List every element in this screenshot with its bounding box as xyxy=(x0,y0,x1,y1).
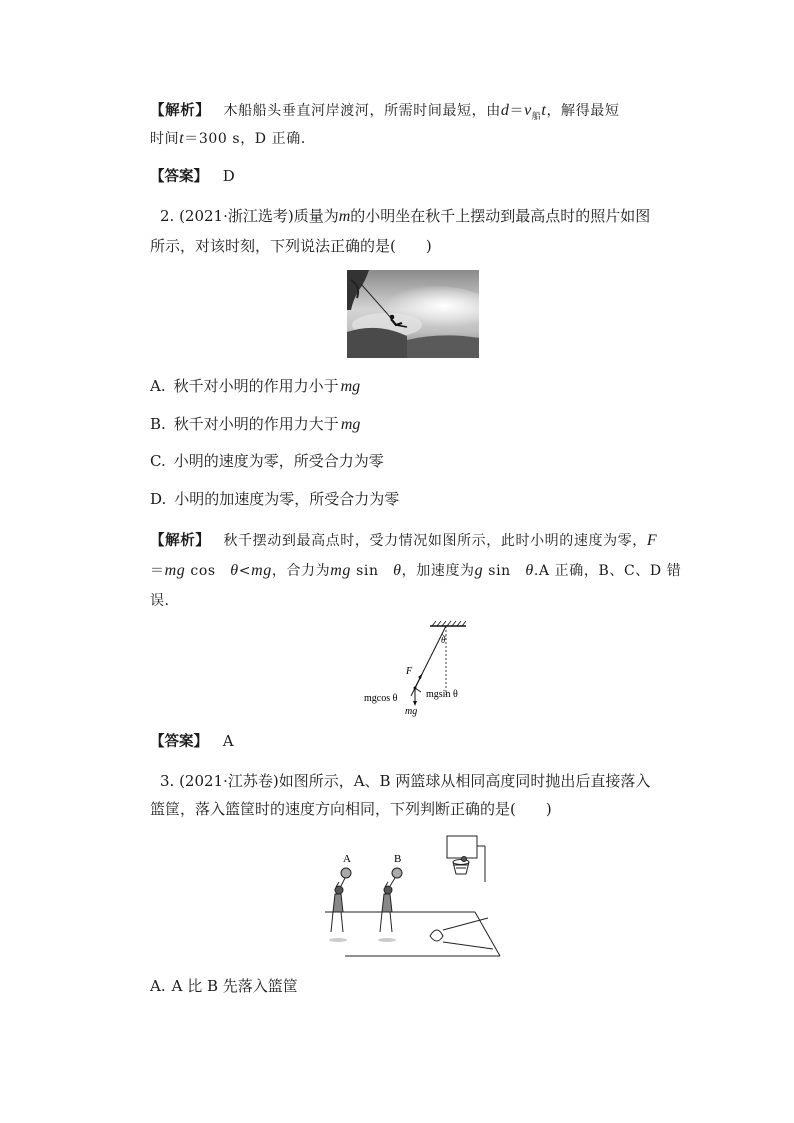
swing-photo xyxy=(347,270,479,358)
mgsin-arrow xyxy=(415,688,421,692)
analysis-tag: 【解析】 xyxy=(150,533,211,549)
force-diagram xyxy=(360,620,490,718)
question-3-line-2: 篮筐，落入篮筐时的速度方向相同，下列判断正确的是( ) xyxy=(150,800,552,818)
option-3a[interactable]: A. A 比 B 先落入篮筐 xyxy=(150,977,298,995)
question-2-line-1: 2. (2021·浙江选考)质量为m的小明坐在秋千上摆动到最高点时的照片如图 xyxy=(160,207,651,225)
player-A xyxy=(329,868,351,942)
option-2b[interactable]: B. 秋千对小明的作用力大于 mg xyxy=(150,415,361,433)
analysis-2-line-2: ＝mg cos θ<mg，合力为mg sin θ，加速度为g sin θ.A 正确，B、C、D 错 xyxy=(150,562,682,579)
option-2a[interactable]: A. 秋千对小明的作用力小于 mg xyxy=(150,377,361,395)
analysis-2-line-1: 【解析】 秋千摆动到最高点时，受力情况如图所示，此时小明的速度为零，F xyxy=(150,532,658,549)
label-B: B xyxy=(394,853,402,865)
answer-value: A xyxy=(222,732,234,750)
court xyxy=(325,912,500,956)
analysis-tag: 【解析】 xyxy=(150,103,211,119)
theta-label: θ xyxy=(441,635,446,645)
mgsin-label: mgsin θ xyxy=(426,689,458,700)
option-2d[interactable]: D. 小明的加速度为零，所受合力为零 xyxy=(150,490,400,508)
F-label: F xyxy=(406,666,413,677)
answer-tag: 【答案】 xyxy=(150,169,208,185)
analysis-2-line-3: 误． xyxy=(150,593,180,609)
option-2c[interactable]: C. 小明的速度为零，所受合力为零 xyxy=(150,452,384,470)
answer-tag: 【答案】 xyxy=(150,734,208,750)
answer-1 xyxy=(150,165,235,188)
answer-2 xyxy=(150,730,234,753)
question-3-line-1: 3. (2021·江苏卷)如图所示，A、B 两篮球从相同高度同时抛出后直接落入 xyxy=(160,772,651,790)
answer-value: D xyxy=(222,167,235,185)
basketball-hoop xyxy=(447,836,485,882)
analysis-1-line-2: 时间t＝300 s，D 正确． xyxy=(150,130,316,147)
basketball-diagram xyxy=(325,832,505,957)
analysis-1-line-1: 【解析】 木船船头垂直河岸渡河，所需时间最短，由$d=v_船t$，解得最短 xyxy=(150,102,620,122)
mgcos-arrow xyxy=(411,688,415,696)
player-B xyxy=(378,868,402,942)
mg-label: mg xyxy=(405,706,418,717)
label-A: A xyxy=(343,853,351,865)
force-F-arrowhead xyxy=(418,674,422,679)
question-2-line-2: 所示，对该时刻，下列说法正确的是( ) xyxy=(150,237,432,255)
mgcos-label: mgcos θ xyxy=(364,693,398,704)
